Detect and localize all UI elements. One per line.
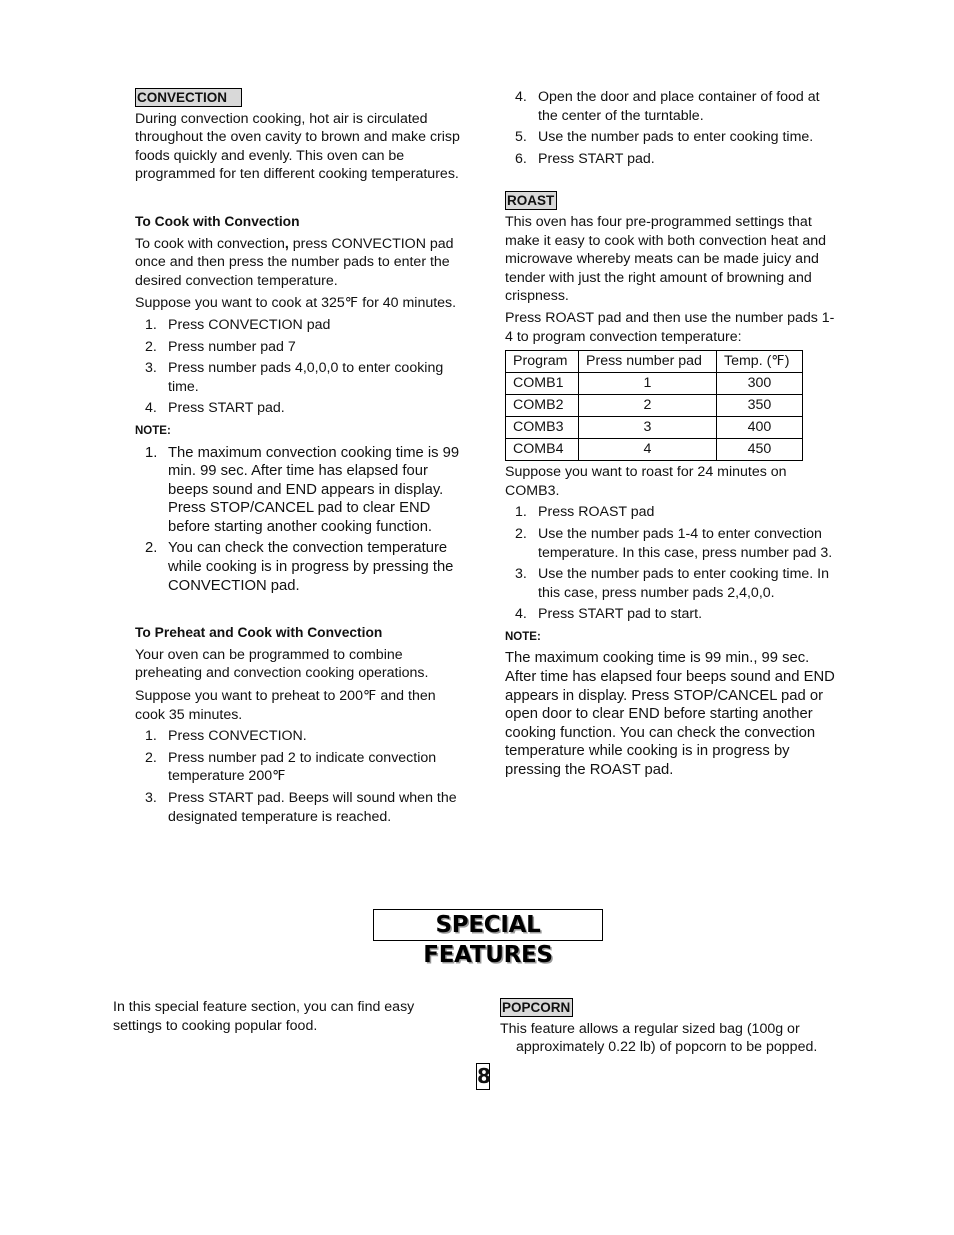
roast-steps bbox=[505, 503, 835, 624]
table-cell: 400 bbox=[717, 417, 803, 439]
cook-text-part-a: To cook with convection bbox=[135, 235, 285, 252]
cook-text-part-b: press CONVECTION pad once and then press the number pads to enter the desired convection temperature. bbox=[135, 235, 454, 289]
right-column bbox=[505, 88, 835, 780]
table-cell: COMB1 bbox=[506, 373, 579, 395]
popcorn-section bbox=[500, 998, 835, 1057]
list-item: 4. Press START pad to start. bbox=[515, 606, 703, 623]
table-cell: COMB3 bbox=[506, 417, 579, 439]
list-item: 4. Open the door and place container of food at the center of the turntable. bbox=[515, 89, 820, 124]
preheat-steps-continued bbox=[505, 88, 835, 168]
list-item: 2. Press number pad 2 to indicate convection temperature 200℉ bbox=[145, 749, 437, 785]
table-row bbox=[506, 373, 803, 395]
table-cell: 350 bbox=[717, 395, 803, 417]
cook-suppose: Suppose you want to cook at 325℉ for 40 minutes. bbox=[135, 295, 457, 312]
list-item: 3. Press number pads 4,0,0,0 to enter cooking time. bbox=[145, 360, 444, 395]
table-header-cell: Press number pad bbox=[579, 351, 717, 373]
popcorn-text-line1: This feature allows a regular sized bag (100g or bbox=[500, 1020, 800, 1037]
roast-instruction: Press ROAST pad and then use the number pads 1-4 to program convection temperature: bbox=[505, 309, 835, 345]
table-cell: 450 bbox=[717, 439, 803, 461]
left-column bbox=[135, 88, 465, 826]
table-cell: 1 bbox=[579, 373, 717, 395]
roast-intro: This oven has four pre-programmed settings that make it easy to cook with both convection heat and microwave whereby meats can be made juicy and tender with just the right amount of browning and crispness. bbox=[505, 213, 826, 305]
table-header-row bbox=[506, 351, 803, 373]
roast-header: ROAST bbox=[505, 191, 557, 210]
roast-note: The maximum cooking time is 99 min., 99 sec. After time has elapsed four beeps sound and END appears in display. Press STOP/CANCEL pad or open door to clear END before starting another cooking function. You can check the convection temperature while cooking is in progress by pressing the ROAST pad. bbox=[505, 650, 835, 779]
roast-program-table bbox=[505, 350, 803, 461]
table-cell: 300 bbox=[717, 373, 803, 395]
table-cell: COMB2 bbox=[506, 395, 579, 417]
convection-intro: During convection cooking, hot air is circulated throughout the oven cavity to brown and make crisp foods quickly and evenly. This oven can be programmed for ten different cooking temperatures. bbox=[135, 110, 460, 183]
list-item: 3. Press START pad. Beeps will sound when the designated temperature is reached. bbox=[145, 790, 457, 825]
table-header-cell: Program bbox=[506, 351, 579, 373]
list-item: 4. Press START pad. bbox=[145, 400, 285, 417]
list-item: 3. Use the number pads to enter cooking time. In this case, press number pads 2,4,0,0. bbox=[515, 566, 830, 601]
table-header-cell: Temp. (℉) bbox=[717, 351, 803, 373]
cook-text-comma: , bbox=[284, 235, 289, 252]
popcorn-header: POPCORN bbox=[500, 998, 573, 1017]
page-number: 8 bbox=[477, 1064, 491, 1088]
list-item: 5. Use the number pads to enter cooking time. bbox=[515, 129, 814, 146]
list-item: 6. Press START pad. bbox=[515, 150, 655, 167]
special-features-title: SPECIAL FEATURES bbox=[373, 909, 603, 941]
special-features-intro: In this special feature section, you can find easy settings to cooking popular food. bbox=[113, 999, 415, 1034]
list-item: 1. Press CONVECTION pad bbox=[145, 316, 331, 333]
list-item: 1. Press CONVECTION. bbox=[145, 728, 307, 745]
cook-convection-text bbox=[135, 235, 465, 291]
table-cell: 4 bbox=[579, 439, 717, 461]
convection-notes bbox=[135, 444, 465, 596]
table-row bbox=[506, 395, 803, 417]
preheat-steps bbox=[135, 727, 465, 826]
table-row bbox=[506, 439, 803, 461]
preheat-text: Your oven can be programmed to combine preheating and convection cooking operations. bbox=[135, 646, 429, 682]
roast-note-label: NOTE: bbox=[505, 630, 541, 643]
note-label: NOTE: bbox=[135, 424, 171, 437]
table-cell: COMB4 bbox=[506, 439, 579, 461]
convection-header: CONVECTION bbox=[135, 88, 242, 107]
list-item: 2. Press number pad 7 bbox=[145, 338, 296, 355]
cook-convection-title: To Cook with Convection bbox=[135, 213, 300, 229]
list-item: 1. The maximum convection cooking time is 99 min. 99 sec. After time has elapsed four beeps sound and END appears in display. Press STOP/CANCEL pad to clear END before starting another cooking function. bbox=[145, 444, 460, 535]
roast-suppose: Suppose you want to roast for 24 minutes on COMB3. bbox=[505, 464, 787, 499]
table-cell: 3 bbox=[579, 417, 717, 439]
preheat-title: To Preheat and Cook with Convection bbox=[135, 625, 383, 641]
table-row bbox=[506, 417, 803, 439]
list-item: 1. Press ROAST pad bbox=[515, 504, 655, 521]
cook-steps bbox=[135, 316, 465, 418]
list-item: 2. You can check the convection temperature while cooking is in progress by pressing the CONVECTION pad. bbox=[145, 540, 454, 594]
preheat-suppose: Suppose you want to preheat to 200℉ and then cook 35 minutes. bbox=[135, 688, 436, 723]
popcorn-text-line2: approximately 0.22 lb) of popcorn to be popped. bbox=[516, 1039, 818, 1056]
table-cell: 2 bbox=[579, 395, 717, 417]
list-item: 2. Use the number pads 1-4 to enter convection temperature. In this case, press number pad 3. bbox=[515, 525, 833, 561]
